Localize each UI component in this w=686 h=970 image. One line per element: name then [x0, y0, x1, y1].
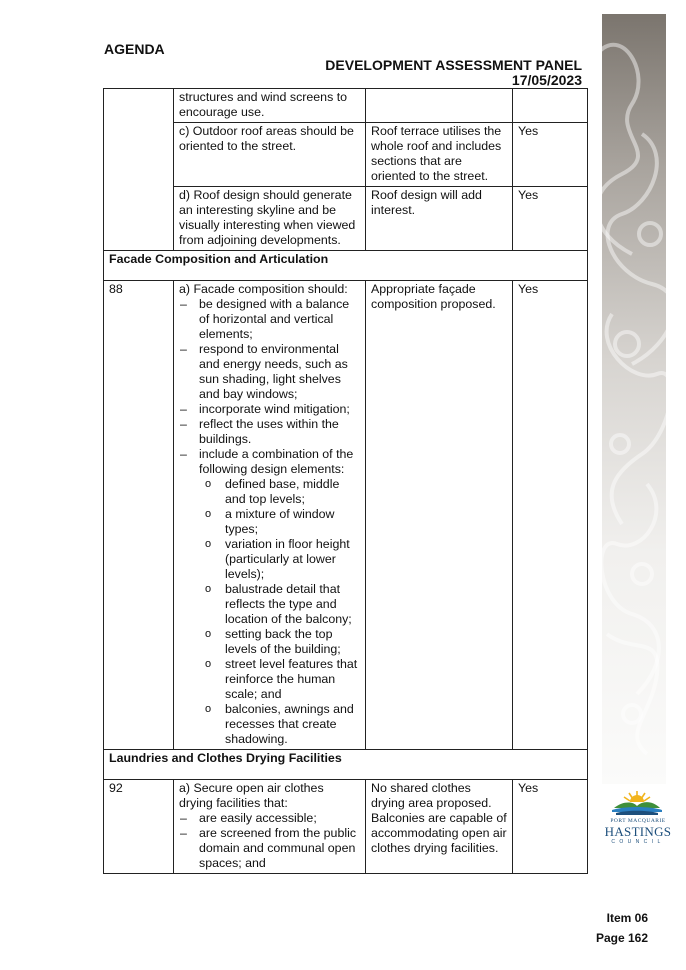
list-item: – incorporate wind mitigation; — [179, 402, 360, 417]
list-item-text: include a combination of the following design elements: — [199, 447, 354, 476]
footer-item-number: Item 06 — [606, 911, 648, 925]
logo-text-council: COUNCIL — [611, 839, 665, 845]
comment-cell: Appropriate façade composition proposed. — [366, 281, 513, 750]
list-item: – are easily accessible; — [179, 811, 360, 826]
list-item-with-sublist — [179, 447, 360, 747]
complies-cell: Yes — [513, 281, 588, 750]
requirement-intro: a) Facade composition should: — [179, 282, 348, 296]
requirement-cell: c) Outdoor roof areas should be oriented to the street. — [174, 123, 366, 187]
sublist-item: o a mixture of window types; — [199, 507, 360, 537]
requirement-cell — [174, 281, 366, 750]
decorative-sidebar — [602, 14, 666, 784]
sublist-item: o variation in floor height (particularly at lower levels); — [199, 537, 360, 582]
number-cell: 88 — [104, 281, 174, 750]
section-row — [104, 251, 588, 281]
dash-list — [179, 811, 360, 871]
section-heading-laundries: Laundries and Clothes Drying Facilities — [104, 750, 588, 780]
comment-cell: Roof terrace utilises the whole roof and includes sections that are oriented to the street. — [366, 123, 513, 187]
section-row — [104, 750, 588, 780]
table-row — [104, 281, 588, 750]
list-item: – reflect the uses within the buildings. — [179, 417, 360, 447]
table-row — [104, 187, 588, 251]
complies-cell: Yes — [513, 123, 588, 187]
meeting-date: 17/05/2023 — [511, 72, 582, 88]
panel-heading: DEVELOPMENT ASSESSMENT PANEL — [325, 57, 582, 73]
dash-list — [179, 297, 360, 747]
list-item: – respond to environmental and energy needs, such as sun shading, light shelves and bay windows; — [179, 342, 360, 402]
logo-text-port-macquarie: PORT MACQUARIE — [610, 818, 666, 824]
complies-cell: Yes — [513, 187, 588, 251]
table-row — [104, 123, 588, 187]
sublist-item: o balconies, awnings and recesses that create shadowing. — [199, 702, 360, 747]
logo-text-hastings: HASTINGS — [604, 824, 672, 839]
comment-cell: No shared clothes drying area proposed. Balconies are capable of accommodating open air clothes drying facilities. — [366, 780, 513, 874]
section-heading-facade: Facade Composition and Articulation — [104, 251, 588, 281]
comment-cell — [366, 89, 513, 123]
list-item: – are screened from the public domain and communal open spaces; and — [179, 826, 360, 871]
complies-cell — [513, 89, 588, 123]
requirement-cell — [174, 780, 366, 874]
number-cell: 92 — [104, 780, 174, 874]
agenda-heading: AGENDA — [104, 41, 165, 57]
sublist-item: o setting back the top levels of the building; — [199, 627, 360, 657]
complies-cell: Yes — [513, 780, 588, 874]
number-cell — [104, 89, 174, 251]
footer-page-number: Page 162 — [595, 931, 648, 945]
sublist-item: o balustrade detail that reflects the type and location of the balcony; — [199, 582, 360, 627]
table-row — [104, 780, 588, 874]
assessment-table — [103, 88, 588, 874]
comment-cell: Roof design will add interest. — [366, 187, 513, 251]
sublist-item: o street level features that reinforce the human scale; and — [199, 657, 360, 702]
sidebar-swirl-pattern — [602, 14, 666, 784]
requirement-intro: a) Secure open air clothes drying facilities that: — [179, 781, 324, 810]
table-row — [104, 89, 588, 123]
requirement-cell: d) Roof design should generate an interesting skyline and be visually interesting when viewed from adjoining developments. — [174, 187, 366, 251]
requirement-cell: structures and wind screens to encourage use. — [174, 89, 366, 123]
list-item: – be designed with a balance of horizontal and vertical elements; — [179, 297, 360, 342]
circle-sublist — [199, 477, 360, 747]
sublist-item: o defined base, middle and top levels; — [199, 477, 360, 507]
